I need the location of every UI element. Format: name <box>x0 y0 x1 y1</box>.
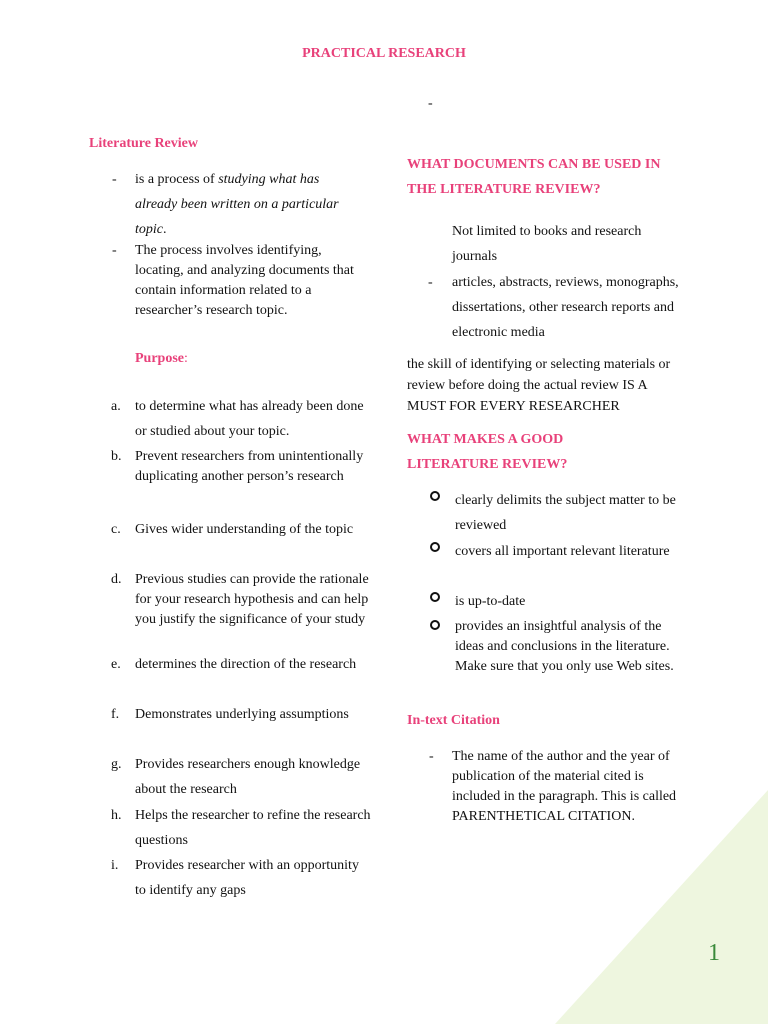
list-letter: d. <box>111 572 122 587</box>
purpose-item-text: Helps the researcher to refine the research questions <box>135 808 371 848</box>
bullet-circle-icon <box>430 542 440 552</box>
list-letter: h. <box>111 808 122 823</box>
documents-heading: WHAT DOCUMENTS CAN BE USED IN THE LITERATURE REVIEW? <box>407 157 661 197</box>
purpose-item-text: Prevent researchers from unintentionally duplicating another person’s research <box>135 449 364 484</box>
list-letter: f. <box>111 707 120 722</box>
good-item-text: is up-to-date <box>455 594 526 609</box>
page-number: 1 <box>708 940 720 966</box>
list-letter: b. <box>111 449 122 464</box>
list-dash: - <box>428 275 433 290</box>
page-title: PRACTICAL RESEARCH <box>302 46 466 61</box>
list-letter: a. <box>111 399 121 414</box>
literature-review-heading: Literature Review <box>89 136 198 151</box>
documents-item-text: articles, abstracts, reviews, monographs, dissertations, other research reports and electronic media <box>452 275 679 340</box>
purpose-item-text: Previous studies can provide the rationale for your research hypothesis and can help you justify the significance of your study <box>135 572 369 627</box>
purpose-item-text: Provides researchers enough knowledge about the research <box>135 757 361 797</box>
top-dash: - <box>428 96 433 111</box>
purpose-item-text: to determine what has already been done or studied about your topic. <box>135 399 364 439</box>
good-item-text: provides an insightful analysis of the ideas and conclusions in the literature. Make sure that you only use Web sites. <box>455 619 674 674</box>
purpose-item-text: Gives wider understanding of the topic <box>135 522 354 537</box>
lit-item-text <box>135 167 363 242</box>
bullet-circle-icon <box>430 491 440 501</box>
bullet-circle-icon <box>430 592 440 602</box>
purpose-heading-text: Purpose <box>135 351 184 366</box>
purpose-heading <box>135 351 188 367</box>
list-dash: - <box>112 172 117 187</box>
list-letter: c. <box>111 522 121 537</box>
purpose-item-text: Provides researcher with an opportunity to identify any gaps <box>135 858 359 898</box>
purpose-item-text: determines the direction of the research <box>135 657 357 672</box>
lit-item-text-pre: is a process of <box>135 172 219 187</box>
skill-paragraph: the skill of identifying or selecting materials or review before doing the actual review IS A MUST FOR EVERY RESEARCHER <box>407 357 671 414</box>
list-dash: - <box>429 749 434 764</box>
citation-item-text: The name of the author and the year of publication of the material cited is included in the paragraph. This is called PARENTHETICAL CITATION. <box>452 749 677 824</box>
list-letter: g. <box>111 757 122 772</box>
good-review-heading: WHAT MAKES A GOOD LITERATURE REVIEW? <box>407 432 568 472</box>
list-letter: i. <box>111 858 119 873</box>
list-dash: - <box>112 243 117 258</box>
good-item-text: covers all important relevant literature <box>455 544 670 559</box>
lit-item-text-post: . <box>163 222 167 237</box>
documents-intro: Not limited to books and research journals <box>452 224 642 264</box>
good-item-text: clearly delimits the subject matter to be reviewed <box>455 493 676 533</box>
list-letter: e. <box>111 657 121 672</box>
lit-item-text: The process involves identifying, locating, and analyzing documents that contain information related to a researcher’s research topic. <box>135 243 354 318</box>
purpose-item-text: Demonstrates underlying assumptions <box>135 707 349 722</box>
citation-heading: In-text Citation <box>407 713 500 728</box>
lit-item-text-em: studying what has already been written on a particular topic <box>135 172 339 237</box>
bullet-circle-icon <box>430 620 440 630</box>
purpose-colon: : <box>184 351 188 366</box>
